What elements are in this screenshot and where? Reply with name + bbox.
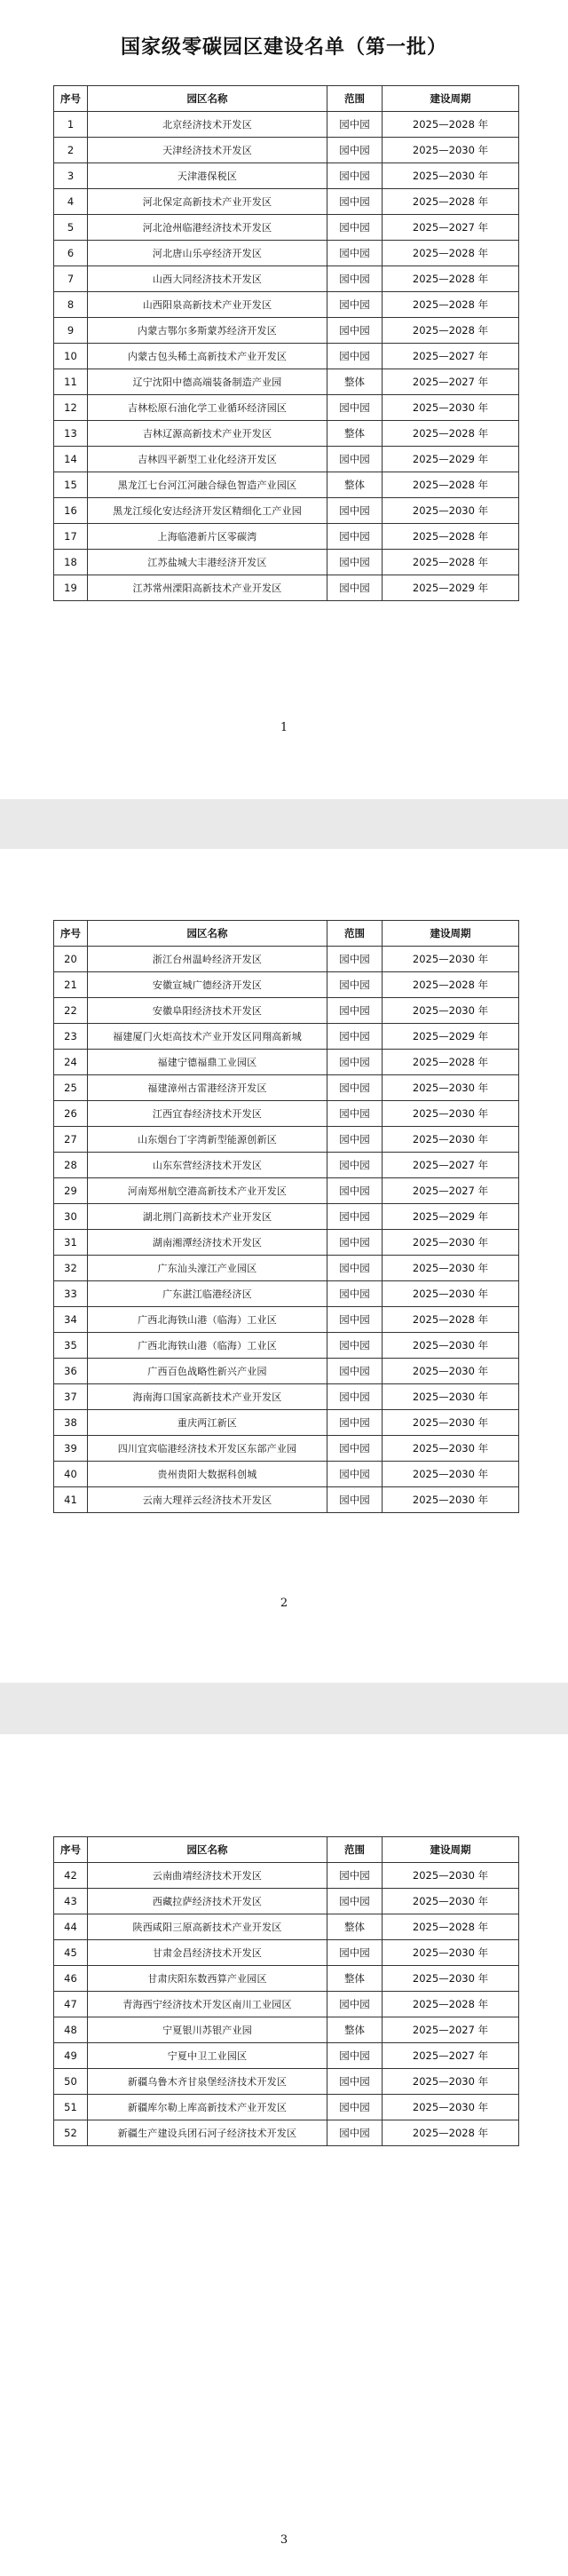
serial-number-cell: 8 xyxy=(54,292,88,318)
table-row xyxy=(54,163,519,189)
scope-cell: 整体 xyxy=(327,472,383,498)
construction-period-cell: 2025—2027 年 xyxy=(383,369,519,395)
park-name-cell: 内蒙古鄂尔多斯蒙苏经济开发区 xyxy=(88,318,327,344)
table-row xyxy=(54,2043,519,2069)
scope-cell: 园中园 xyxy=(327,395,383,421)
park-name-cell: 吉林松原石油化学工业循环经济园区 xyxy=(88,395,327,421)
serial-number-cell: 19 xyxy=(54,575,88,601)
park-name-cell: 内蒙古包头稀土高新技术产业开发区 xyxy=(88,344,327,369)
scope-cell: 园中园 xyxy=(327,241,383,266)
park-name-cell: 江西宜春经济技术开发区 xyxy=(88,1101,327,1127)
serial-number-cell: 17 xyxy=(54,524,88,550)
header-park-name: 园区名称 xyxy=(88,86,327,112)
park-name-cell: 广东湛江临港经济区 xyxy=(88,1281,327,1307)
park-name-cell: 广东汕头濠江产业园区 xyxy=(88,1256,327,1281)
table-row xyxy=(54,344,519,369)
serial-number-cell: 9 xyxy=(54,318,88,344)
table-row xyxy=(54,1966,519,1992)
scope-cell: 园中园 xyxy=(327,1178,383,1204)
header-period: 建设周期 xyxy=(383,1837,519,1863)
serial-number-cell: 41 xyxy=(54,1487,88,1513)
serial-number-cell: 39 xyxy=(54,1436,88,1462)
scope-cell: 园中园 xyxy=(327,1127,383,1153)
page-number: 1 xyxy=(280,721,288,734)
construction-period-cell: 2025—2030 年 xyxy=(383,1863,519,1889)
table-row xyxy=(54,972,519,998)
header-scope: 范围 xyxy=(327,86,383,112)
scope-cell: 整体 xyxy=(327,369,383,395)
construction-period-cell: 2025—2030 年 xyxy=(383,947,519,972)
park-name-cell: 山西阳泉高新技术产业开发区 xyxy=(88,292,327,318)
construction-period-cell: 2025—2028 年 xyxy=(383,1992,519,2017)
park-name-cell: 河北沧州临港经济技术开发区 xyxy=(88,215,327,241)
park-name-cell: 江苏盐城大丰港经济开发区 xyxy=(88,550,327,575)
scope-cell: 园中园 xyxy=(327,138,383,163)
serial-number-cell: 2 xyxy=(54,138,88,163)
scope-cell: 园中园 xyxy=(327,1940,383,1966)
park-name-cell: 四川宜宾临港经济技术开发区东部产业园 xyxy=(88,1436,327,1462)
table-row xyxy=(54,1462,519,1487)
park-name-cell: 黑龙江七台河江河融合绿色智造产业园区 xyxy=(88,472,327,498)
table-row xyxy=(54,1889,519,1914)
scope-cell: 园中园 xyxy=(327,1075,383,1101)
table-row xyxy=(54,138,519,163)
construction-period-cell: 2025—2030 年 xyxy=(383,395,519,421)
scope-cell: 园中园 xyxy=(327,318,383,344)
table-row xyxy=(54,1178,519,1204)
serial-number-cell: 51 xyxy=(54,2095,88,2120)
serial-number-cell: 49 xyxy=(54,2043,88,2069)
scope-cell: 园中园 xyxy=(327,1359,383,1384)
table-row xyxy=(54,524,519,550)
scope-cell: 园中园 xyxy=(327,947,383,972)
park-name-cell: 宁夏中卫工业园区 xyxy=(88,2043,327,2069)
table-row xyxy=(54,1101,519,1127)
construction-period-cell: 2025—2030 年 xyxy=(383,163,519,189)
park-name-cell: 安徽阜阳经济技术开发区 xyxy=(88,998,327,1024)
construction-period-cell: 2025—2028 年 xyxy=(383,550,519,575)
table-row xyxy=(54,215,519,241)
serial-number-cell: 36 xyxy=(54,1359,88,1384)
construction-period-cell: 2025—2027 年 xyxy=(383,344,519,369)
serial-number-cell: 50 xyxy=(54,2069,88,2095)
table-row xyxy=(54,189,519,215)
construction-period-cell: 2025—2028 年 xyxy=(383,266,519,292)
park-name-cell: 河北唐山乐亭经济开发区 xyxy=(88,241,327,266)
serial-number-cell: 26 xyxy=(54,1101,88,1127)
construction-period-cell: 2025—2028 年 xyxy=(383,972,519,998)
serial-number-cell: 31 xyxy=(54,1230,88,1256)
construction-period-cell: 2025—2029 年 xyxy=(383,447,519,472)
scope-cell: 园中园 xyxy=(327,1281,383,1307)
table-row xyxy=(54,112,519,138)
park-name-cell: 浙江台州温岭经济开发区 xyxy=(88,947,327,972)
serial-number-cell: 37 xyxy=(54,1384,88,1410)
park-name-cell: 湖南湘潭经济技术开发区 xyxy=(88,1230,327,1256)
scope-cell: 园中园 xyxy=(327,524,383,550)
header-park-name: 园区名称 xyxy=(88,1837,327,1863)
scope-cell: 园中园 xyxy=(327,2069,383,2095)
header-period: 建设周期 xyxy=(383,86,519,112)
construction-period-cell: 2025—2028 年 xyxy=(383,241,519,266)
table-row xyxy=(54,447,519,472)
serial-number-cell: 3 xyxy=(54,163,88,189)
page-number: 3 xyxy=(280,2533,288,2547)
park-name-cell: 云南大理祥云经济技术开发区 xyxy=(88,1487,327,1513)
construction-period-cell: 2025—2030 年 xyxy=(383,1101,519,1127)
scope-cell: 园中园 xyxy=(327,1050,383,1075)
page-number: 2 xyxy=(280,1597,288,1610)
scope-cell: 园中园 xyxy=(327,1384,383,1410)
scope-cell: 园中园 xyxy=(327,550,383,575)
scope-cell: 园中园 xyxy=(327,1153,383,1178)
scope-cell: 园中园 xyxy=(327,1410,383,1436)
park-list-table-page-2 xyxy=(53,920,519,1513)
construction-period-cell: 2025—2030 年 xyxy=(383,1410,519,1436)
table-row xyxy=(54,1333,519,1359)
document-title: 国家级零碳园区建设名单（第一批） xyxy=(120,36,447,59)
serial-number-cell: 13 xyxy=(54,421,88,447)
park-name-cell: 新疆生产建设兵团石河子经济技术开发区 xyxy=(88,2120,327,2146)
construction-period-cell: 2025—2030 年 xyxy=(383,998,519,1024)
scope-cell: 园中园 xyxy=(327,292,383,318)
construction-period-cell: 2025—2030 年 xyxy=(383,1384,519,1410)
scope-cell: 园中园 xyxy=(327,998,383,1024)
scope-cell: 园中园 xyxy=(327,2095,383,2120)
construction-period-cell: 2025—2030 年 xyxy=(383,1230,519,1256)
table-row xyxy=(54,2120,519,2146)
table-row xyxy=(54,575,519,601)
scope-cell: 园中园 xyxy=(327,1487,383,1513)
scope-cell: 整体 xyxy=(327,2017,383,2043)
construction-period-cell: 2025—2030 年 xyxy=(383,1333,519,1359)
park-name-cell: 重庆两江新区 xyxy=(88,1410,327,1436)
table-row xyxy=(54,1127,519,1153)
construction-period-cell: 2025—2030 年 xyxy=(383,1462,519,1487)
park-name-cell: 天津港保税区 xyxy=(88,163,327,189)
construction-period-cell: 2025—2028 年 xyxy=(383,472,519,498)
header-scope: 范围 xyxy=(327,1837,383,1863)
serial-number-cell: 1 xyxy=(54,112,88,138)
table-row xyxy=(54,421,519,447)
park-name-cell: 甘肃金昌经济技术开发区 xyxy=(88,1940,327,1966)
table-row xyxy=(54,1359,519,1384)
table-row xyxy=(54,1307,519,1333)
serial-number-cell: 30 xyxy=(54,1204,88,1230)
table-header-row xyxy=(54,86,519,112)
scope-cell: 园中园 xyxy=(327,1307,383,1333)
table-row xyxy=(54,1050,519,1075)
construction-period-cell: 2025—2028 年 xyxy=(383,524,519,550)
scope-cell: 园中园 xyxy=(327,1436,383,1462)
serial-number-cell: 24 xyxy=(54,1050,88,1075)
document-page-1 xyxy=(0,0,568,799)
construction-period-cell: 2025—2030 年 xyxy=(383,1436,519,1462)
serial-number-cell: 28 xyxy=(54,1153,88,1178)
construction-period-cell: 2025—2028 年 xyxy=(383,189,519,215)
scope-cell: 园中园 xyxy=(327,1863,383,1889)
scope-cell: 园中园 xyxy=(327,189,383,215)
scope-cell: 园中园 xyxy=(327,112,383,138)
header-period: 建设周期 xyxy=(383,921,519,947)
construction-period-cell: 2025—2029 年 xyxy=(383,1024,519,1050)
construction-period-cell: 2025—2027 年 xyxy=(383,2043,519,2069)
construction-period-cell: 2025—2030 年 xyxy=(383,1075,519,1101)
table-row xyxy=(54,266,519,292)
construction-period-cell: 2025—2028 年 xyxy=(383,1914,519,1940)
park-name-cell: 河北保定高新技术产业开发区 xyxy=(88,189,327,215)
serial-number-cell: 16 xyxy=(54,498,88,524)
serial-number-cell: 45 xyxy=(54,1940,88,1966)
table-row xyxy=(54,1863,519,1889)
scope-cell: 园中园 xyxy=(327,266,383,292)
park-list-table-page-3 xyxy=(53,1836,519,2146)
park-name-cell: 海南海口国家高新技术产业开发区 xyxy=(88,1384,327,1410)
table-row xyxy=(54,1914,519,1940)
serial-number-cell: 38 xyxy=(54,1410,88,1436)
construction-period-cell: 2025—2028 年 xyxy=(383,421,519,447)
serial-number-cell: 18 xyxy=(54,550,88,575)
table-row xyxy=(54,1281,519,1307)
park-name-cell: 广西北海铁山港（临海）工业区 xyxy=(88,1307,327,1333)
table-row xyxy=(54,1256,519,1281)
park-name-cell: 广西北海铁山港（临海）工业区 xyxy=(88,1333,327,1359)
park-name-cell: 山西大同经济技术开发区 xyxy=(88,266,327,292)
construction-period-cell: 2025—2030 年 xyxy=(383,1281,519,1307)
park-name-cell: 江苏常州溧阳高新技术产业开发区 xyxy=(88,575,327,601)
table-row xyxy=(54,998,519,1024)
scope-cell: 园中园 xyxy=(327,575,383,601)
document-page-2 xyxy=(0,849,568,1683)
park-name-cell: 吉林辽源高新技术产业开发区 xyxy=(88,421,327,447)
table-row xyxy=(54,318,519,344)
table-row xyxy=(54,369,519,395)
park-name-cell: 新疆库尔勒上库高新技术产业开发区 xyxy=(88,2095,327,2120)
header-serial: 序号 xyxy=(54,86,88,112)
serial-number-cell: 22 xyxy=(54,998,88,1024)
table-row xyxy=(54,292,519,318)
scope-cell: 园中园 xyxy=(327,163,383,189)
construction-period-cell: 2025—2028 年 xyxy=(383,1307,519,1333)
serial-number-cell: 48 xyxy=(54,2017,88,2043)
document-page-3 xyxy=(0,1734,568,2576)
serial-number-cell: 29 xyxy=(54,1178,88,1204)
park-name-cell: 湖北荆门高新技术产业开发区 xyxy=(88,1204,327,1230)
serial-number-cell: 40 xyxy=(54,1462,88,1487)
construction-period-cell: 2025—2027 年 xyxy=(383,1153,519,1178)
park-name-cell: 山东烟台丁字湾新型能源创新区 xyxy=(88,1127,327,1153)
table-row xyxy=(54,1204,519,1230)
park-name-cell: 辽宁沈阳中德高端装备制造产业园 xyxy=(88,369,327,395)
park-name-cell: 福建漳州古雷港经济开发区 xyxy=(88,1075,327,1101)
serial-number-cell: 27 xyxy=(54,1127,88,1153)
scope-cell: 园中园 xyxy=(327,2043,383,2069)
table-row xyxy=(54,1075,519,1101)
scope-cell: 园中园 xyxy=(327,1333,383,1359)
park-name-cell: 青海西宁经济技术开发区南川工业园区 xyxy=(88,1992,327,2017)
serial-number-cell: 34 xyxy=(54,1307,88,1333)
construction-period-cell: 2025—2028 年 xyxy=(383,318,519,344)
construction-period-cell: 2025—2030 年 xyxy=(383,1256,519,1281)
table-row xyxy=(54,1487,519,1513)
serial-number-cell: 25 xyxy=(54,1075,88,1101)
table-row xyxy=(54,1024,519,1050)
table-row xyxy=(54,395,519,421)
park-name-cell: 上海临港新片区零碳湾 xyxy=(88,524,327,550)
serial-number-cell: 10 xyxy=(54,344,88,369)
construction-period-cell: 2025—2030 年 xyxy=(383,2095,519,2120)
scope-cell: 园中园 xyxy=(327,1230,383,1256)
construction-period-cell: 2025—2027 年 xyxy=(383,2017,519,2043)
table-row xyxy=(54,2069,519,2095)
park-name-cell: 吉林四平新型工业化经济开发区 xyxy=(88,447,327,472)
serial-number-cell: 5 xyxy=(54,215,88,241)
serial-number-cell: 23 xyxy=(54,1024,88,1050)
scope-cell: 园中园 xyxy=(327,1101,383,1127)
park-name-cell: 贵州贵阳大数据科创城 xyxy=(88,1462,327,1487)
park-name-cell: 甘肃庆阳东数西算产业园区 xyxy=(88,1966,327,1992)
construction-period-cell: 2025—2030 年 xyxy=(383,498,519,524)
serial-number-cell: 12 xyxy=(54,395,88,421)
scope-cell: 园中园 xyxy=(327,1462,383,1487)
serial-number-cell: 42 xyxy=(54,1863,88,1889)
park-name-cell: 新疆乌鲁木齐甘泉堡经济技术开发区 xyxy=(88,2069,327,2095)
table-header-row xyxy=(54,921,519,947)
table-row xyxy=(54,1992,519,2017)
table-row xyxy=(54,1940,519,1966)
scope-cell: 园中园 xyxy=(327,1204,383,1230)
header-serial: 序号 xyxy=(54,1837,88,1863)
serial-number-cell: 44 xyxy=(54,1914,88,1940)
construction-period-cell: 2025—2028 年 xyxy=(383,292,519,318)
scope-cell: 园中园 xyxy=(327,344,383,369)
park-name-cell: 广西百色战略性新兴产业园 xyxy=(88,1359,327,1384)
park-name-cell: 北京经济技术开发区 xyxy=(88,112,327,138)
table-row xyxy=(54,2017,519,2043)
serial-number-cell: 11 xyxy=(54,369,88,395)
park-name-cell: 宁夏银川苏银产业园 xyxy=(88,2017,327,2043)
scope-cell: 园中园 xyxy=(327,972,383,998)
serial-number-cell: 20 xyxy=(54,947,88,972)
construction-period-cell: 2025—2030 年 xyxy=(383,138,519,163)
construction-period-cell: 2025—2028 年 xyxy=(383,2120,519,2146)
scope-cell: 整体 xyxy=(327,421,383,447)
scope-cell: 园中园 xyxy=(327,215,383,241)
serial-number-cell: 33 xyxy=(54,1281,88,1307)
construction-period-cell: 2025—2029 年 xyxy=(383,1204,519,1230)
serial-number-cell: 21 xyxy=(54,972,88,998)
scope-cell: 园中园 xyxy=(327,2120,383,2146)
construction-period-cell: 2025—2027 年 xyxy=(383,1178,519,1204)
serial-number-cell: 7 xyxy=(54,266,88,292)
scope-cell: 园中园 xyxy=(327,1992,383,2017)
park-name-cell: 陕西咸阳三原高新技术产业开发区 xyxy=(88,1914,327,1940)
header-serial: 序号 xyxy=(54,921,88,947)
table-row xyxy=(54,1153,519,1178)
park-name-cell: 福建厦门火炬高技术产业开发区同翔高新城 xyxy=(88,1024,327,1050)
table-row xyxy=(54,550,519,575)
park-name-cell: 云南曲靖经济技术开发区 xyxy=(88,1863,327,1889)
park-name-cell: 山东东营经济技术开发区 xyxy=(88,1153,327,1178)
park-name-cell: 黑龙江绥化安达经济开发区精细化工产业园 xyxy=(88,498,327,524)
table-row xyxy=(54,472,519,498)
park-name-cell: 西藏拉萨经济技术开发区 xyxy=(88,1889,327,1914)
serial-number-cell: 52 xyxy=(54,2120,88,2146)
header-scope: 范围 xyxy=(327,921,383,947)
construction-period-cell: 2025—2027 年 xyxy=(383,215,519,241)
serial-number-cell: 43 xyxy=(54,1889,88,1914)
table-header-row xyxy=(54,1837,519,1863)
scope-cell: 园中园 xyxy=(327,498,383,524)
scope-cell: 整体 xyxy=(327,1966,383,1992)
construction-period-cell: 2025—2030 年 xyxy=(383,1487,519,1513)
construction-period-cell: 2025—2030 年 xyxy=(383,1889,519,1914)
construction-period-cell: 2025—2030 年 xyxy=(383,1127,519,1153)
construction-period-cell: 2025—2030 年 xyxy=(383,1359,519,1384)
serial-number-cell: 14 xyxy=(54,447,88,472)
construction-period-cell: 2025—2030 年 xyxy=(383,1940,519,1966)
table-row xyxy=(54,1410,519,1436)
construction-period-cell: 2025—2028 年 xyxy=(383,1050,519,1075)
table-row xyxy=(54,241,519,266)
park-name-cell: 天津经济技术开发区 xyxy=(88,138,327,163)
serial-number-cell: 46 xyxy=(54,1966,88,1992)
construction-period-cell: 2025—2029 年 xyxy=(383,575,519,601)
construction-period-cell: 2025—2030 年 xyxy=(383,2069,519,2095)
table-row xyxy=(54,1436,519,1462)
park-name-cell: 安徽宣城广德经济开发区 xyxy=(88,972,327,998)
scope-cell: 园中园 xyxy=(327,1889,383,1914)
serial-number-cell: 32 xyxy=(54,1256,88,1281)
table-row xyxy=(54,947,519,972)
table-row xyxy=(54,2095,519,2120)
park-list-table-page-1 xyxy=(53,85,519,601)
scope-cell: 园中园 xyxy=(327,447,383,472)
serial-number-cell: 4 xyxy=(54,189,88,215)
serial-number-cell: 6 xyxy=(54,241,88,266)
park-name-cell: 福建宁德福鼎工业园区 xyxy=(88,1050,327,1075)
serial-number-cell: 47 xyxy=(54,1992,88,2017)
scope-cell: 整体 xyxy=(327,1914,383,1940)
serial-number-cell: 35 xyxy=(54,1333,88,1359)
park-name-cell: 河南郑州航空港高新技术产业开发区 xyxy=(88,1178,327,1204)
table-row xyxy=(54,498,519,524)
construction-period-cell: 2025—2030 年 xyxy=(383,1966,519,1992)
table-row xyxy=(54,1230,519,1256)
serial-number-cell: 15 xyxy=(54,472,88,498)
table-row xyxy=(54,1384,519,1410)
scope-cell: 园中园 xyxy=(327,1024,383,1050)
header-park-name: 园区名称 xyxy=(88,921,327,947)
scope-cell: 园中园 xyxy=(327,1256,383,1281)
construction-period-cell: 2025—2028 年 xyxy=(383,112,519,138)
